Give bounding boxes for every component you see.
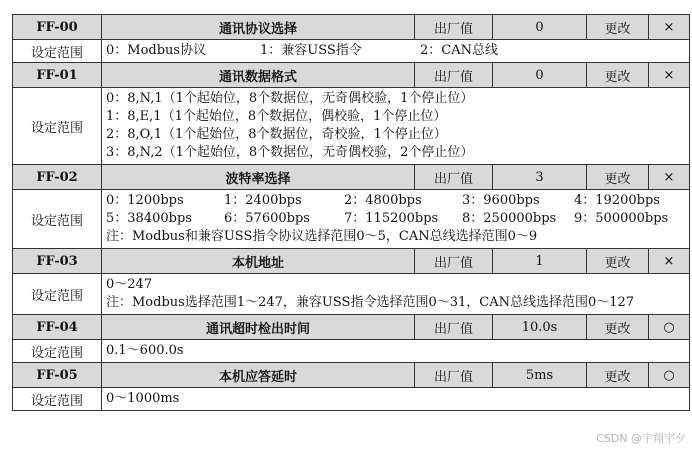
range-label: 设定范围 bbox=[13, 274, 102, 315]
factory-default-label: 出厂值 bbox=[415, 249, 493, 274]
range-option: 6：57600bps bbox=[224, 211, 310, 226]
change-label: 更改 bbox=[587, 165, 649, 190]
range-option: 2：8,O,1（1个起始位，8个数据位，奇校验，1个停止位） bbox=[106, 127, 447, 142]
range-content bbox=[102, 88, 690, 165]
range-option: 0～1000ms bbox=[106, 391, 180, 406]
factory-default-label: 出厂值 bbox=[415, 15, 493, 40]
range-option: 3：8,N,2（1个起始位，8个数据位，无奇偶校验，2个停止位） bbox=[106, 145, 474, 160]
param-header-row bbox=[13, 63, 690, 88]
range-option: 3：9600bps bbox=[462, 193, 540, 208]
range-option: 1：兼容USS指令 bbox=[260, 43, 362, 58]
range-content bbox=[102, 190, 690, 249]
factory-default-label: 出厂值 bbox=[415, 165, 493, 190]
range-note: 注：Modbus和兼容USS指令协议选择范围0～5，CAN总线选择范围0～9 bbox=[106, 229, 538, 244]
not-changeable-icon: × bbox=[649, 15, 690, 40]
param-range-row bbox=[13, 274, 690, 315]
param-header-row bbox=[13, 15, 690, 40]
param-code: FF-01 bbox=[13, 63, 102, 88]
parameter-table bbox=[12, 14, 690, 411]
factory-default-value: 1 bbox=[493, 249, 587, 274]
range-option: 0：Modbus协议 bbox=[106, 43, 207, 58]
param-range-row bbox=[13, 88, 690, 165]
range-content bbox=[102, 40, 690, 63]
range-option: 5：38400bps bbox=[106, 211, 192, 226]
param-name: 通讯数据格式 bbox=[102, 63, 415, 88]
param-range-row bbox=[13, 40, 690, 63]
param-code: FF-05 bbox=[13, 363, 102, 388]
factory-default-label: 出厂值 bbox=[415, 363, 493, 388]
range-label: 设定范围 bbox=[13, 340, 102, 363]
factory-default-label: 出厂值 bbox=[415, 315, 493, 340]
range-option: 4：19200bps bbox=[574, 193, 660, 208]
range-option: 0：8,N,1（1个起始位，8个数据位，无奇偶校验，1个停止位） bbox=[106, 91, 474, 106]
range-label: 设定范围 bbox=[13, 190, 102, 249]
param-name: 本机地址 bbox=[102, 249, 415, 274]
range-content bbox=[102, 340, 690, 363]
param-range-row bbox=[13, 190, 690, 249]
param-name: 波特率选择 bbox=[102, 165, 415, 190]
range-option: 2：4800bps bbox=[344, 193, 422, 208]
param-range-row bbox=[13, 388, 690, 411]
not-changeable-icon: × bbox=[649, 63, 690, 88]
range-label: 设定范围 bbox=[13, 40, 102, 63]
factory-default-value: 0 bbox=[493, 63, 587, 88]
range-option: 7：115200bps bbox=[344, 211, 439, 226]
range-content bbox=[102, 274, 690, 315]
factory-default-value: 0 bbox=[493, 15, 587, 40]
range-option: 1：8,E,1（1个起始位，8个数据位，偶校验，1个停止位） bbox=[106, 109, 447, 124]
param-header-row bbox=[13, 249, 690, 274]
range-option: 0～247 bbox=[106, 277, 153, 292]
range-note: 注：Modbus选择范围1～247，兼容USS指令选择范围0～31，CAN总线选择范围0～127 bbox=[106, 295, 635, 310]
range-label: 设定范围 bbox=[13, 388, 102, 411]
range-option: 2：CAN总线 bbox=[420, 43, 498, 58]
param-code: FF-00 bbox=[13, 15, 102, 40]
factory-default-value: 10.0s bbox=[493, 315, 587, 340]
range-option: 0：1200bps bbox=[106, 193, 184, 208]
range-label: 设定范围 bbox=[13, 88, 102, 165]
changeable-icon: ○ bbox=[649, 315, 690, 340]
change-label: 更改 bbox=[587, 315, 649, 340]
range-option: 9：500000bps bbox=[574, 211, 669, 226]
changeable-icon: ○ bbox=[649, 363, 690, 388]
param-header-row bbox=[13, 363, 690, 388]
param-code: FF-03 bbox=[13, 249, 102, 274]
param-header-row bbox=[13, 315, 690, 340]
change-label: 更改 bbox=[587, 63, 649, 88]
factory-default-label: 出厂值 bbox=[415, 63, 493, 88]
change-label: 更改 bbox=[587, 363, 649, 388]
not-changeable-icon: × bbox=[649, 249, 690, 274]
param-range-row bbox=[13, 340, 690, 363]
range-content bbox=[102, 388, 690, 411]
param-name: 本机应答延时 bbox=[102, 363, 415, 388]
param-code: FF-04 bbox=[13, 315, 102, 340]
change-label: 更改 bbox=[587, 249, 649, 274]
param-name: 通讯超时检出时间 bbox=[102, 315, 415, 340]
range-option: 1：2400bps bbox=[224, 193, 302, 208]
param-header-row bbox=[13, 165, 690, 190]
range-option: 8：250000bps bbox=[462, 211, 557, 226]
factory-default-value: 5ms bbox=[493, 363, 587, 388]
not-changeable-icon: × bbox=[649, 165, 690, 190]
param-code: FF-02 bbox=[13, 165, 102, 190]
range-option: 0.1～600.0s bbox=[106, 343, 184, 358]
change-label: 更改 bbox=[587, 15, 649, 40]
factory-default-value: 3 bbox=[493, 165, 587, 190]
watermark: CSDN @宇翔宇夕 bbox=[596, 432, 686, 445]
param-name: 通讯协议选择 bbox=[102, 15, 415, 40]
